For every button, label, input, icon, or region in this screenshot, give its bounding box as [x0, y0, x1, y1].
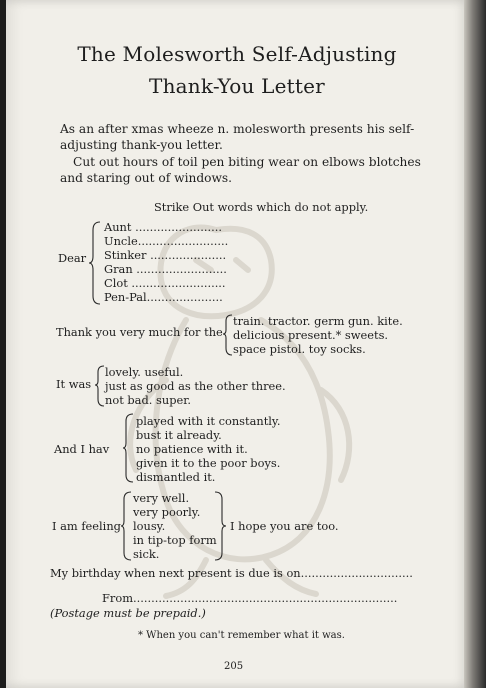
birthday-line[interactable]: My birthday when next present is due is on...............................: [50, 566, 413, 580]
dear-option[interactable]: Gran .........................: [104, 262, 227, 276]
feeling-tail: I hope you are too.: [230, 519, 339, 533]
andi-option[interactable]: no patience with it.: [136, 442, 248, 456]
andi-option[interactable]: played with it constantly.: [136, 414, 281, 428]
intro-line-1: As an after xmas wheeze n. molesworth presents his self-: [60, 122, 415, 136]
intro-line-4: and staring out of windows.: [60, 171, 233, 185]
thanks-option[interactable]: train. tractor. germ gun. kite.: [233, 314, 403, 328]
book-page: [6, 0, 468, 688]
page-number: 205: [224, 661, 244, 672]
thanks-option[interactable]: delicious present.* sweets.: [233, 328, 389, 342]
feeling-option[interactable]: in tip-top form: [133, 533, 217, 547]
thanks-label: Thank you very much for the: [56, 325, 223, 339]
page-edge-shadow: [464, 0, 486, 688]
dear-label: Dear: [58, 251, 87, 265]
intro-line-3: Cut out hours of toil pen biting wear on elbows blotches: [73, 155, 421, 169]
dear-option[interactable]: Stinker .....................: [104, 248, 227, 262]
feeling-brace-right: [213, 490, 227, 562]
feeling-option[interactable]: sick.: [133, 547, 160, 561]
from-line[interactable]: From.........................................................................: [102, 591, 398, 605]
andi-option[interactable]: given it to the poor boys.: [136, 456, 281, 470]
dear-brace: [88, 220, 102, 306]
dear-option[interactable]: Uncle.........................: [104, 234, 229, 248]
dear-option[interactable]: Pen-Pal.....................: [104, 290, 223, 304]
andi-brace: [122, 412, 135, 484]
feeling-brace-left: [120, 490, 133, 562]
itwas-option[interactable]: just as good as the other three.: [105, 379, 286, 393]
andi-option[interactable]: bust it already.: [136, 428, 222, 442]
dear-option[interactable]: Aunt ........................: [104, 220, 222, 234]
title-line-1: The Molesworth Self-Adjusting: [77, 42, 397, 66]
andi-label: And I hav: [54, 442, 110, 456]
intro-line-2: adjusting thank-you letter.: [60, 138, 223, 152]
feeling-label: I am feeling: [52, 519, 121, 533]
title-line-2: Thank-You Letter: [149, 74, 325, 98]
thanks-option[interactable]: space pistol. toy socks.: [233, 342, 366, 356]
itwas-option[interactable]: not bad. super.: [105, 393, 192, 407]
postage-note: (Postage must be prepaid.): [50, 606, 206, 620]
dear-option[interactable]: Clot ..........................: [104, 276, 226, 290]
itwas-option[interactable]: lovely. useful.: [105, 365, 184, 379]
feeling-option[interactable]: very poorly.: [133, 505, 201, 519]
feeling-option[interactable]: lousy.: [133, 519, 166, 533]
footnote: * When you can't remember what it was.: [138, 630, 345, 641]
andi-option[interactable]: dismantled it.: [136, 470, 216, 484]
itwas-label: It was: [56, 377, 92, 391]
instruction-text: Strike Out words which do not apply.: [154, 200, 369, 214]
feeling-option[interactable]: very well.: [133, 491, 190, 505]
